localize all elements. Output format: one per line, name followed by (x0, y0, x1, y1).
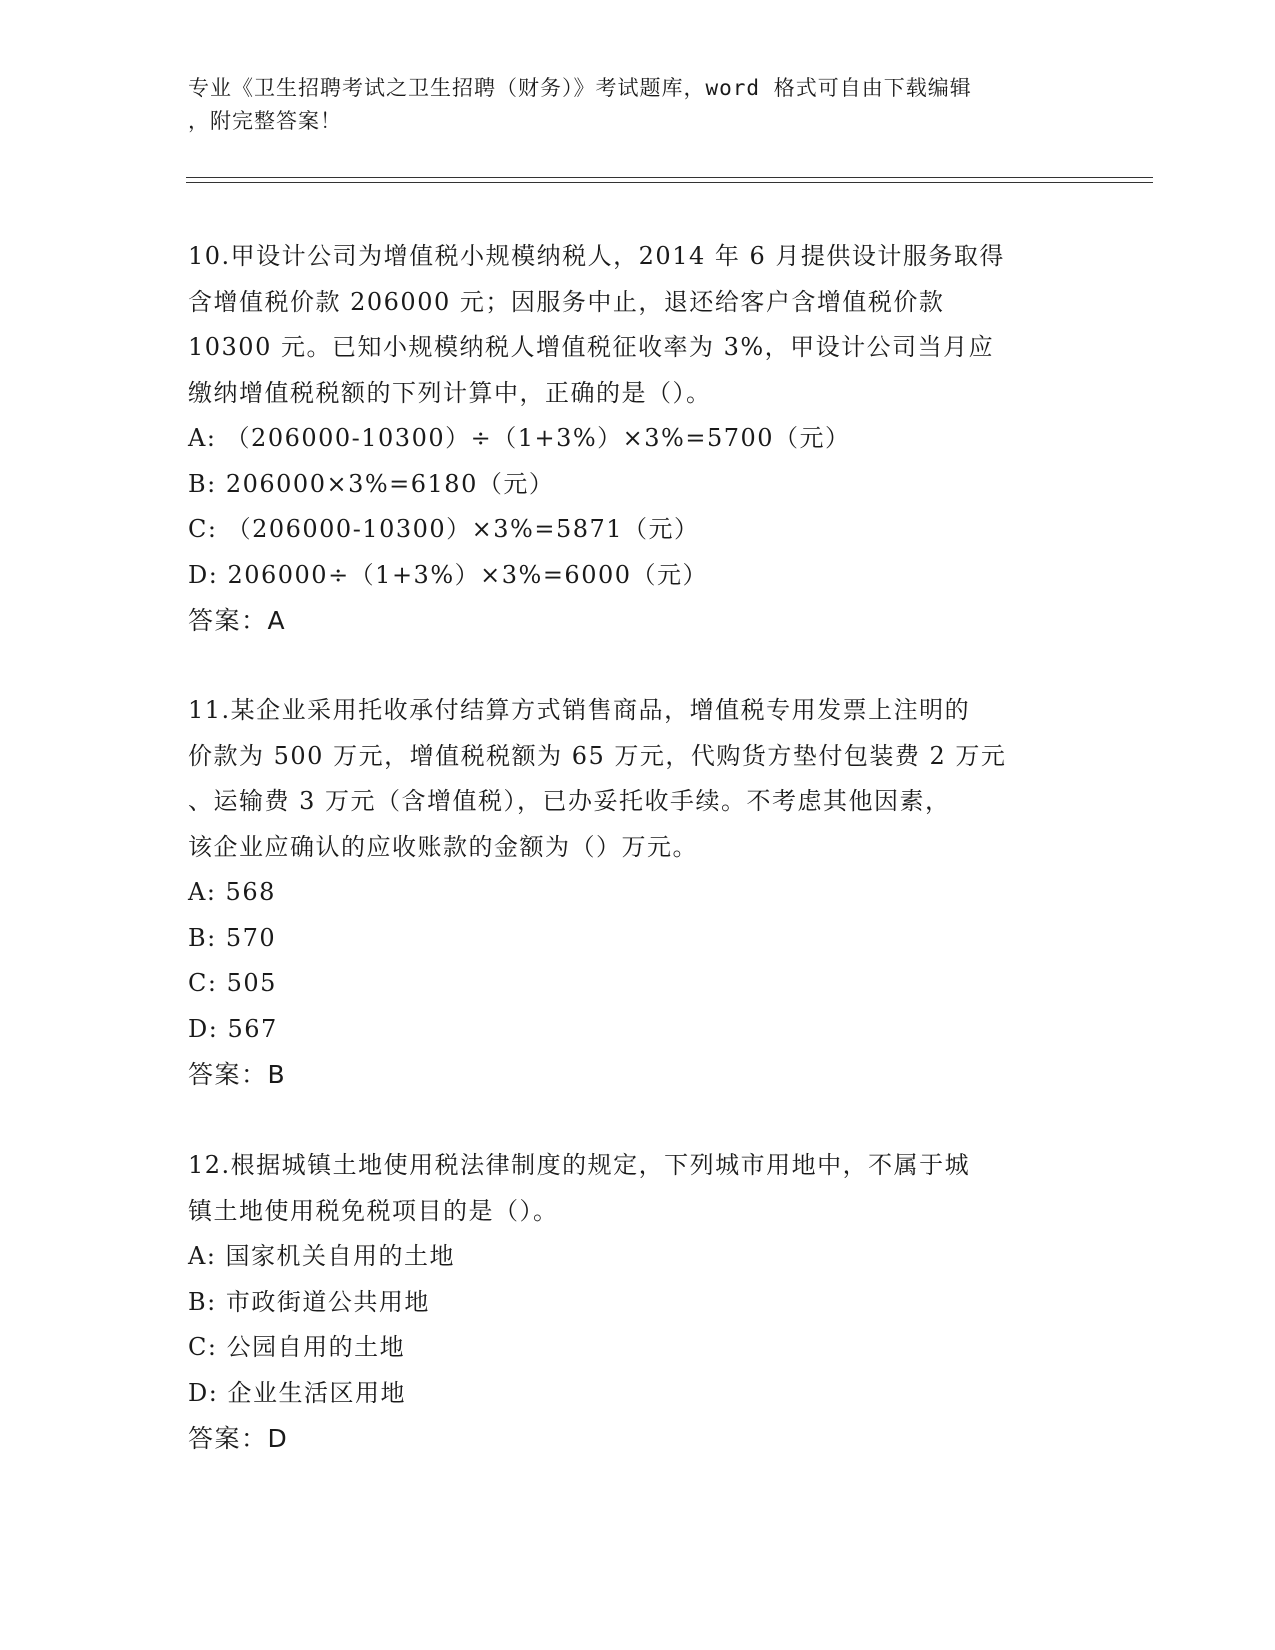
question-11 (188, 688, 1088, 1098)
option-a: A: 568 (188, 878, 276, 906)
option-a: A: 国家机关自用的土地 (188, 1242, 456, 1270)
question-text-line: 11.某企业采用托收承付结算方式销售商品，增值税专用发票上注明的 (188, 696, 971, 724)
option-d: D: 567 (188, 1014, 278, 1043)
question-text-line: 该企业应确认的应收账款的金额为（）万元。 (188, 832, 698, 861)
document-header (188, 72, 1088, 138)
question-text-line: 10.甲设计公司为增值税小规模纳税人，2014 年 6 月提供设计服务取得 (188, 242, 1005, 270)
option-b: B: 570 (188, 923, 277, 952)
question-12 (188, 1143, 1088, 1462)
question-text-line: 镇土地使用税免税项目的是（）。 (188, 1196, 559, 1225)
question-10 (188, 234, 1088, 644)
answer: 答案：A (188, 606, 287, 635)
question-text-line: 、运输费 3 万元（含增值税），已办妥托收手续。不考虑其他因素， (188, 787, 951, 815)
option-d: D: 206000÷（1+3%）×3%=6000（元） (188, 560, 709, 589)
answer: 答案：D (188, 1424, 289, 1453)
question-text-line: 12.根据城镇土地使用税法律制度的规定，下列城市用地中，不属于城 (188, 1151, 971, 1179)
option-d: D: 企业生活区用地 (188, 1378, 406, 1407)
question-text-line: 缴纳增值税税额的下列计算中，正确的是（）。 (188, 378, 712, 407)
header-divider-top (186, 177, 1153, 178)
question-text-line: 含增值税价款 206000 元；因服务中止，退还给客户含增值税价款 (188, 287, 945, 316)
question-text-line: 价款为 500 万元，增值税税额为 65 万元，代购货方垫付包装费 2 万元 (188, 741, 1007, 770)
header-line-1: 专业《卫生招聘考试之卫生招聘（财务）》考试题库，word 格式可自由下载编辑 (188, 76, 972, 100)
question-text-line: 10300 元。已知小规模纳税人增值税征收率为 3%，甲设计公司当月应 (188, 333, 995, 361)
header-divider-bottom (186, 182, 1153, 183)
option-c: C: 公园自用的土地 (188, 1333, 406, 1361)
option-c: C: 505 (188, 969, 277, 997)
option-b: B: 206000×3%=6180（元） (188, 469, 555, 498)
answer: 答案：B (188, 1060, 287, 1089)
header-line-2: ，附完整答案！ (188, 109, 342, 133)
option-a: A: （206000-10300）÷（1+3%）×3%=5700（元） (188, 424, 851, 452)
option-c: C: （206000-10300）×3%=5871（元） (188, 515, 700, 543)
option-b: B: 市政街道公共用地 (188, 1287, 430, 1316)
